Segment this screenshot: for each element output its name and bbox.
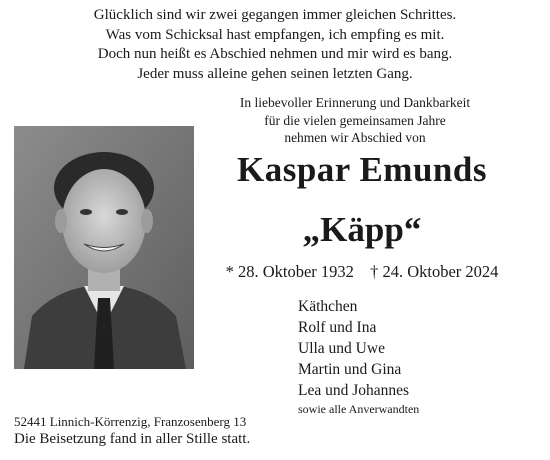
family-address: 52441 Linnich-Körrenzig, Franzosenberg 13 bbox=[14, 414, 247, 429]
intro-line: In liebevoller Erinnerung und Dankbarkeit bbox=[239, 95, 471, 110]
life-dates bbox=[204, 262, 520, 282]
intro-text bbox=[190, 94, 520, 147]
deceased-nickname: „Käpp“ bbox=[302, 210, 422, 249]
poem-line: Doch nun heißt es Abschied nehmen und mir wird es bang. bbox=[97, 46, 453, 62]
mourner-name: Käthchen bbox=[298, 298, 358, 315]
other-relatives: sowie alle Anverwandten bbox=[298, 402, 420, 416]
poem-line: Was vom Schicksal hast empfangen, ich empfing es mit. bbox=[105, 26, 445, 43]
portrait-photo bbox=[14, 126, 194, 369]
mourners-list bbox=[298, 296, 419, 417]
intro-line: für die vielen gemeinsamen Jahre bbox=[264, 112, 446, 128]
intro-line: nehmen wir Abschied von bbox=[284, 130, 426, 145]
mourner-name: Ulla und Uwe bbox=[298, 340, 385, 357]
mourner-name: Martin und Gina bbox=[298, 361, 402, 378]
portrait-image bbox=[14, 126, 194, 369]
birth-date: * 28. Oktober 1932 bbox=[225, 262, 354, 281]
poem-line: Glücklich sind wir zwei gegangen immer gleichen Schrittes. bbox=[93, 7, 457, 23]
burial-notice: Die Beisetzung fand in aller Stille statt. bbox=[14, 431, 251, 447]
mourner-name: Rolf und Ina bbox=[298, 319, 377, 336]
death-date: † 24. Oktober 2024 bbox=[370, 262, 499, 281]
poem-line: Jeder muss alleine gehen seinen letzten Gang. bbox=[137, 65, 413, 82]
deceased-name: Kaspar Emunds bbox=[237, 150, 487, 189]
poem bbox=[0, 6, 550, 84]
mourner-name: Lea und Johannes bbox=[298, 382, 410, 399]
